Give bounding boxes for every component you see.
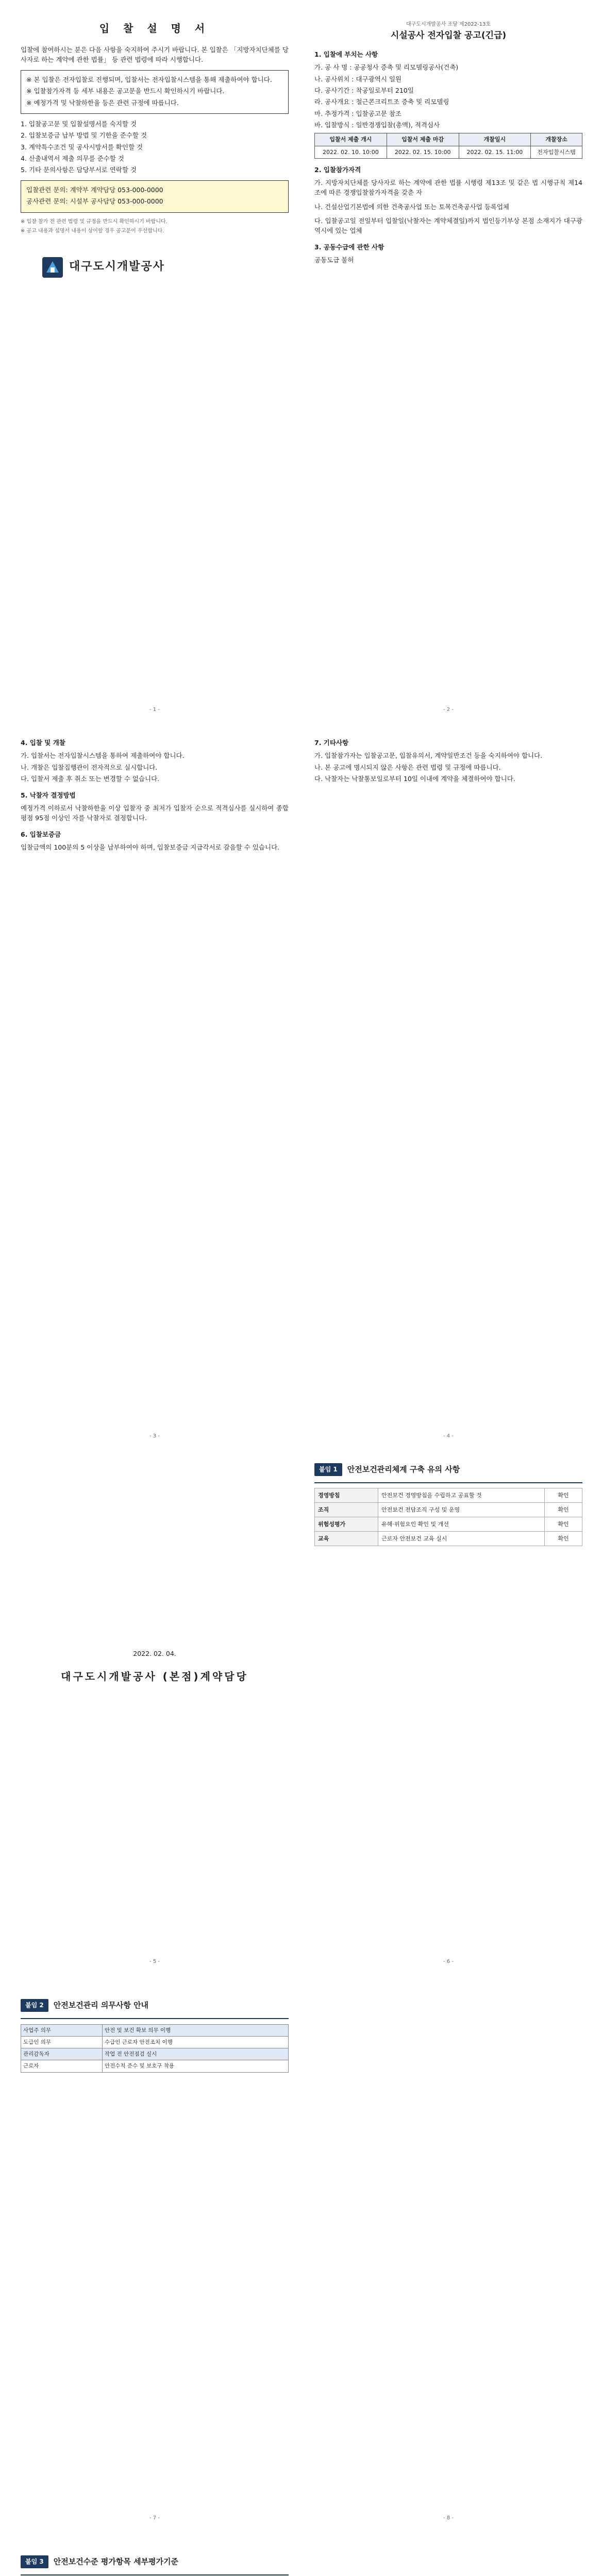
table-header: 입찰서 제출 개시 <box>315 133 387 146</box>
section-heading: 3. 공동수급에 관한 사항 <box>314 243 384 251</box>
list-item: 4. 산출내역서 제출 의무를 준수할 것 <box>21 155 124 162</box>
contact-box <box>21 180 289 213</box>
list-item: 마. 추정가격 : 입찰공고문 참조 <box>314 109 402 117</box>
annex-header <box>314 1463 582 1476</box>
check-category: 위험성평가 <box>315 1517 378 1531</box>
document-title: 입 찰 설 명 서 <box>99 22 210 35</box>
divider <box>21 2018 289 2019</box>
table-cell: 작업 전 안전점검 실시 <box>103 2048 289 2060</box>
table-cell: 2022. 02. 15. 11:00 <box>459 146 531 158</box>
annex-header <box>21 2555 289 2568</box>
check-description: 근로자 안전보건 교육 실시 <box>381 1535 447 1542</box>
list-item: 다. 공사기간 : 착공일로부터 210일 <box>314 86 414 94</box>
intro-paragraph: 입찰에 참여하시는 분은 다음 사항을 숙지하여 주시기 바랍니다. 본 입찰은 「지방자치단체를 당사자로 하는 계약에 관한 법률」 등 관련 법령에 따라 시행합니다. <box>21 46 289 64</box>
list-item: 가. 공 사 명 : 공공청사 증축 및 리모델링공사(건축) <box>314 63 459 72</box>
table-header: 입찰서 제출 마감 <box>387 133 459 146</box>
page-6 <box>314 1463 582 1546</box>
list-item: 나. 공사위치 : 대구광역시 일원 <box>314 75 402 83</box>
check-description: 안전보건 전담조직 구성 및 운영 <box>381 1506 460 1513</box>
table-cell: 2022. 02. 15. 10:00 <box>387 146 459 158</box>
list-item: 다. 낙찰자는 낙찰통보일로부터 10일 이내에 계약을 체결하여야 합니다. <box>314 775 515 783</box>
divider <box>314 1482 582 1483</box>
list-item: 바. 입찰방식 : 일반경쟁입찰(총액), 적격심사 <box>314 121 440 129</box>
paragraph: 다. 입찰공고일 전일부터 입찰일(낙찰자는 계약체결일)까지 법인등기부상 본점 소재지가 대구광역시에 있는 업체 <box>314 217 582 235</box>
annex-title: 안전보건수준 평가항목 세부평가기준 <box>53 2556 179 2566</box>
note-line: ※ 입찰 참가 전 관련 법령 및 규정을 반드시 확인하시기 바랍니다. <box>21 218 168 225</box>
check-category: 조직 <box>315 1503 378 1517</box>
schedule-table <box>314 133 582 158</box>
duty-table <box>21 2024 289 2073</box>
list-item: 나. 본 공고에 명시되지 않은 사항은 관련 법령 및 규정에 따릅니다. <box>314 763 501 771</box>
table-cell: 안전수칙 준수 및 보호구 착용 <box>103 2060 289 2072</box>
table-cell: 사업주 의무 <box>21 2024 103 2036</box>
contact-line: 공사관련 문의: 시설부 공사담당 053-000-0000 <box>26 197 163 206</box>
list-item: 1. 입찰공고문 및 입찰설명서를 숙지할 것 <box>21 120 137 128</box>
table-cell: 도급인 의무 <box>21 2036 103 2048</box>
page-number: - 2 - <box>443 707 454 713</box>
notice-line: ※ 본 입찰은 전자입찰로 진행되며, 입찰서는 전자입찰시스템을 통해 제출하여야 합니다. <box>26 75 272 83</box>
check-description: 유해·위험요인 확인 및 개선 <box>381 1520 449 1528</box>
checklist-row <box>314 1517 582 1532</box>
page-number: - 8 - <box>443 2515 454 2521</box>
annex-header <box>21 1999 289 2012</box>
list-item: 다. 입찰서 제출 후 취소 또는 변경할 수 없습니다. <box>21 775 160 783</box>
paragraph: 예정가격 이하로서 낙찰하한율 이상 입찰자 중 최저가 입찰자 순으로 적격심사를 실시하여 종합평점 95점 이상인 자를 낙찰자로 결정합니다. <box>21 804 289 822</box>
annex-title: 안전보건관리체계 구축 유의 사항 <box>347 1464 460 1474</box>
checklist-row <box>314 1502 582 1517</box>
page-1 <box>21 21 289 284</box>
paragraph: 공동도급 불허 <box>314 256 354 264</box>
page-number: - 6 - <box>443 1959 454 1964</box>
logo-text: 대구도시개발공사 <box>69 260 165 274</box>
header-note: 대구도시개발공사 조달 제2022-13호 <box>406 22 491 27</box>
table-cell: 수급인 근로자 안전조치 이행 <box>103 2036 289 2048</box>
list-item: 가. 입찰서는 전자입찰시스템을 통하여 제출하여야 합니다. <box>21 752 185 760</box>
section-heading: 6. 입찰보증금 <box>21 830 61 838</box>
section-heading: 1. 입찰에 부치는 사항 <box>314 50 378 58</box>
annex-badge: 붙임 3 <box>21 2555 48 2568</box>
check-status: 확인 <box>544 1532 582 1546</box>
company-logo-icon <box>41 256 64 279</box>
page-number: - 5 - <box>149 1959 160 1964</box>
annex-title: 안전보건관리 의무사항 안내 <box>53 2000 149 2010</box>
list-item: 가. 입찰참가자는 입찰공고문, 입찰유의서, 계약일반조건 등을 숙지하여야 합니다. <box>314 752 543 760</box>
page-number: - 1 - <box>149 707 160 713</box>
section-heading: 7. 기타사항 <box>314 739 349 747</box>
notice-title-text: 시설공사 전자입찰 공고(긴급) <box>390 30 507 41</box>
notice-date: 2022. 02. 04. <box>133 1650 176 1657</box>
contact-line: 입찰관련 문의: 계약부 계약담당 053-000-0000 <box>26 185 163 194</box>
checklist-row <box>314 1488 582 1503</box>
table-header: 개찰장소 <box>531 133 582 146</box>
table-cell: 안전 및 보건 확보 의무 이행 <box>103 2024 289 2036</box>
list-item: 5. 기타 문의사항은 담당부서로 연락할 것 <box>21 166 137 174</box>
paragraph: 나. 건설산업기본법에 의한 건축공사업 또는 토목건축공사업 등록업체 <box>314 202 509 211</box>
note-line: ※ 공고 내용과 설명서 내용이 상이할 경우 공고문이 우선합니다. <box>21 228 164 234</box>
notice-line: ※ 예정가격 및 낙찰하한율 등은 관련 규정에 따릅니다. <box>26 98 179 107</box>
table-cell: 근로자 <box>21 2060 103 2072</box>
page-number: - 3 - <box>149 1433 160 1439</box>
annex-badge: 붙임 1 <box>314 1463 342 1476</box>
list-item: 2. 입찰보증금 납부 방법 및 기한을 준수할 것 <box>21 131 147 140</box>
page-2 <box>314 21 582 269</box>
table-cell: 전자입찰시스템 <box>531 146 582 158</box>
paragraph: 가. 지방자치단체를 당사자로 하는 계약에 관한 법률 시행령 제13조 및 같은 법 시행규칙 제14조에 따른 경쟁입찰참가자격을 갖춘 자 <box>314 178 582 197</box>
table-header: 개찰일시 <box>459 133 531 146</box>
company-logo <box>41 256 289 279</box>
instruction-list <box>21 119 289 175</box>
page-3 <box>21 732 289 856</box>
notice-line: ※ 입찰참가자격 등 세부 내용은 공고문을 반드시 확인하시기 바랍니다. <box>26 87 225 95</box>
check-category: 교육 <box>315 1532 378 1546</box>
page-7 <box>21 1999 289 2073</box>
page-4 <box>314 732 582 786</box>
checklist-row <box>314 1531 582 1546</box>
page-5 <box>21 1463 289 1685</box>
section-heading: 4. 입찰 및 개찰 <box>21 739 65 747</box>
list-item: 라. 공사개요 : 철근콘크리트조 증축 및 리모델링 <box>314 98 449 106</box>
page-8 <box>21 2555 289 2576</box>
check-description: 안전보건 경영방침을 수립하고 공표할 것 <box>381 1492 482 1499</box>
list-item: 3. 계약특수조건 및 공사시방서를 확인할 것 <box>21 143 143 151</box>
page-number: - 4 - <box>443 1433 454 1439</box>
section-heading: 2. 입찰참가자격 <box>314 165 361 174</box>
table-cell: 2022. 02. 10. 10:00 <box>315 146 387 158</box>
page-number: - 7 - <box>149 2515 160 2521</box>
issuer-signature: 대구도시개발공사 (본점)계약담당 <box>61 1670 248 1683</box>
check-category: 경영방침 <box>315 1488 378 1502</box>
notice-box <box>21 70 289 114</box>
list-item: 나. 개찰은 입찰집행관이 전자적으로 실시합니다. <box>21 763 158 771</box>
divider <box>21 2574 289 2575</box>
section-heading: 5. 낙찰자 결정방법 <box>21 791 76 799</box>
check-status: 확인 <box>544 1488 582 1502</box>
annex-badge: 붙임 2 <box>21 1999 48 2012</box>
paragraph: 입찰금액의 100분의 5 이상을 납부하여야 하며, 입찰보증금 지급각서로 갈음할 수 있습니다. <box>21 843 280 851</box>
table-cell: 관리감독자 <box>21 2048 103 2060</box>
check-status: 확인 <box>544 1503 582 1517</box>
check-status: 확인 <box>544 1517 582 1531</box>
notice-title <box>314 29 582 42</box>
